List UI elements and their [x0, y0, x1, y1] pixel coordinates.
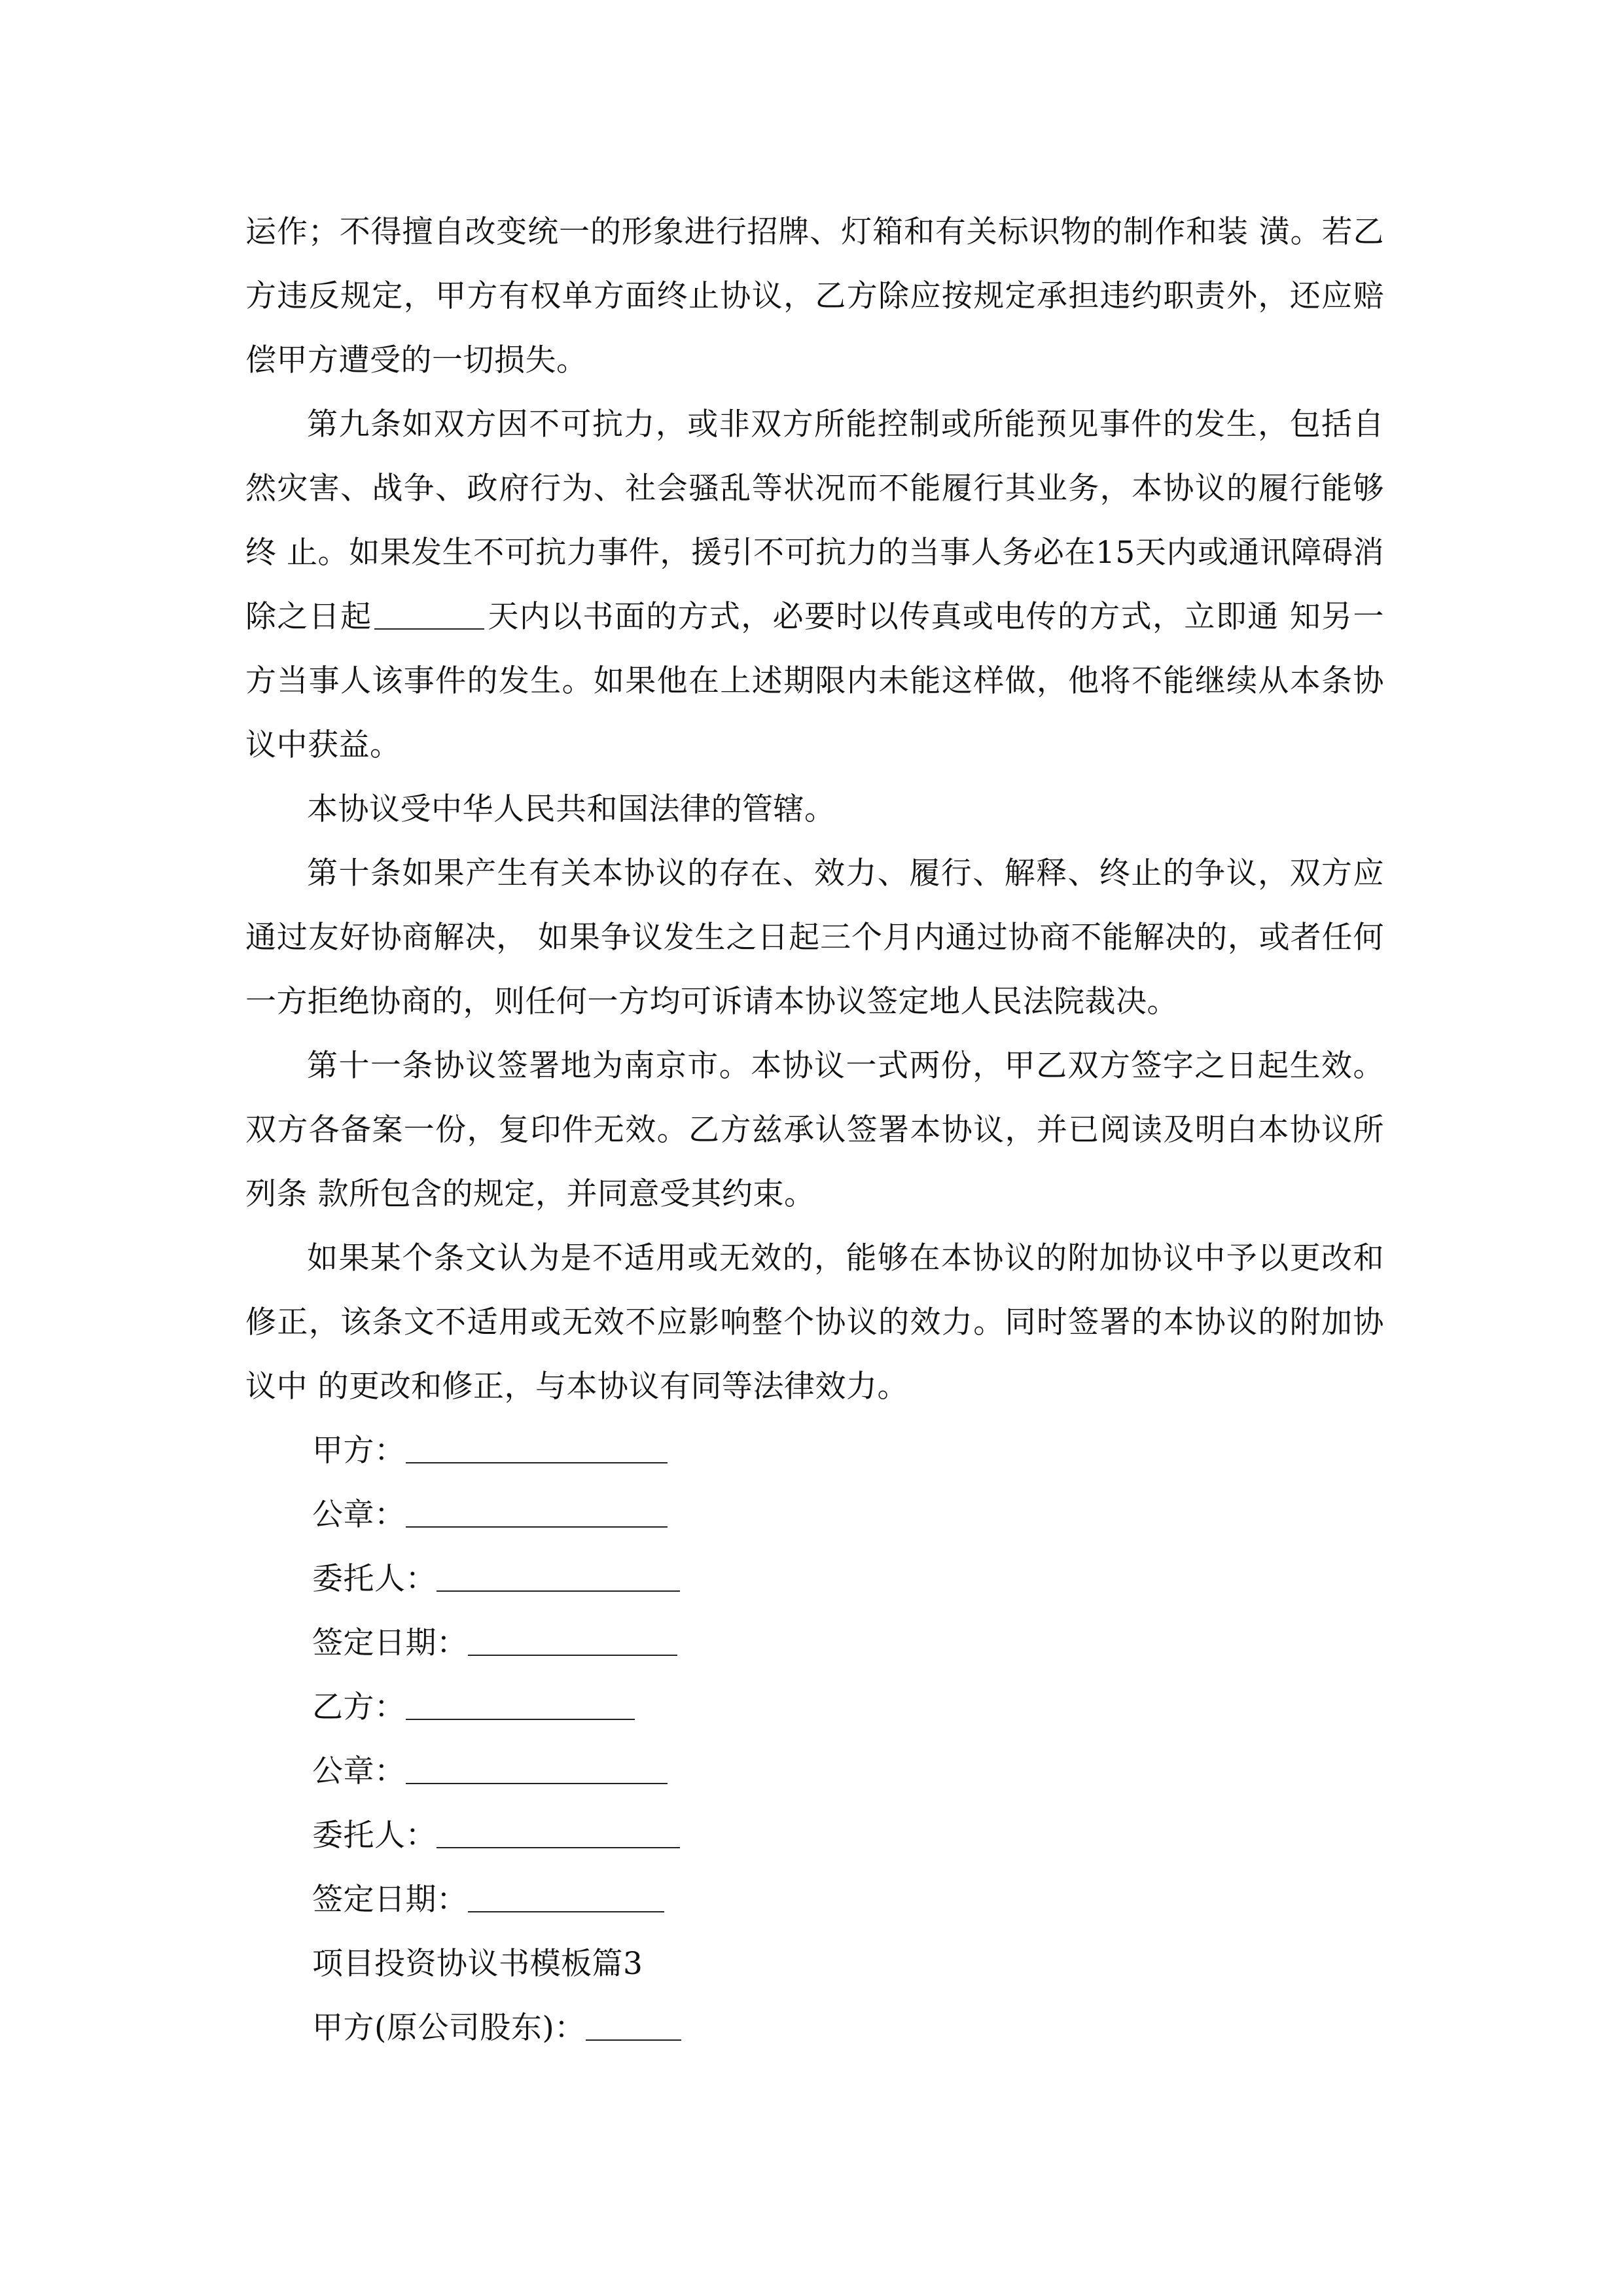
article-9-text-before: 第九条如双方因不可抗力，或非双方所能控制或所能预见事件的发生，包括自然灾害、战争、政府行为、社会骚乱等状况而不能履行其业务，本协议的履行能够终 止。如果发生不可抗力事件，援引不可抗力的当事人务必在15天内或通讯障碍消除之日起 [245, 406, 1384, 635]
seal-a-label: 公章： [312, 1497, 406, 1533]
signature-agent-b [245, 1804, 1384, 1868]
seal-b-blank-line [406, 1754, 668, 1784]
agent-b-blank-line [437, 1818, 680, 1848]
paragraph-violation-clause: 运作；不得擅自改变统一的形象进行招牌、灯箱和有关标识物的制作和装 潢。若乙方违反规定，甲方有权单方面终止协议，乙方除应按规定承担违约职责外，还应赔偿甲方遭受的一切损失。 [245, 214, 1384, 378]
date-a-label: 签定日期： [312, 1625, 468, 1661]
days-blank-line [374, 600, 484, 630]
agent-a-blank-line [437, 1562, 680, 1592]
signature-seal-b [245, 1740, 1384, 1804]
paragraph-article-11: 第十一条协议签署地为南京市。本协议一式两份，甲乙双方签字之日起生效。双方各备案一份，复印件无效。乙方兹承认签署本协议，并已阅读及明白本协议所列条 款所包含的规定，并同意受其约束。 [245, 1048, 1384, 1212]
party-a-label: 甲方： [312, 1433, 406, 1469]
party-b-blank-line [406, 1690, 635, 1720]
signature-party-a [245, 1419, 1384, 1483]
party-a-blank-line [406, 1433, 668, 1463]
document-body [245, 200, 1384, 2060]
signature-seal-a [245, 1483, 1384, 1547]
seal-b-label: 公章： [312, 1753, 406, 1789]
signature-date-a [245, 1611, 1384, 1676]
next-party-label: 甲方(原公司股东)： [312, 2010, 586, 2046]
article-9-text-after: 天内以书面的方式，必要时以传真或电传的方式，立即通 知另一方当事人该事件的发生。如果他在上述期限内未能这样做，他将不能继续从本条协议中获益。 [245, 599, 1384, 763]
signature-party-b [245, 1676, 1384, 1740]
section-title: 项目投资协议书模板篇3 [312, 1946, 643, 1982]
date-b-blank-line [468, 1882, 664, 1912]
agent-b-label: 委托人： [312, 1818, 437, 1854]
party-b-label: 乙方： [312, 1689, 406, 1725]
signature-agent-a [245, 1547, 1384, 1611]
paragraph-governing-law: 本协议受中华人民共和国法律的管辖。 [307, 791, 836, 827]
next-party-field [245, 1996, 1384, 2060]
paragraph-article-10: 第十条如果产生有关本协议的存在、效力、履行、解释、终止的争议，双方应通过友好协商解决， 如果争议发生之日起三个月内通过协商不能解决的，或者任何一方拒绝协商的，则任何一方均可诉请本协议签定地人民法院裁决。 [245, 855, 1384, 1020]
next-party-blank-line [586, 2011, 681, 2041]
seal-a-blank-line [406, 1498, 668, 1528]
signature-date-b [245, 1868, 1384, 1932]
agent-a-label: 委托人： [312, 1561, 437, 1597]
date-a-blank-line [468, 1626, 677, 1656]
date-b-label: 签定日期： [312, 1882, 468, 1918]
paragraph-article-9 [245, 393, 1384, 778]
paragraph-severability: 如果某个条文认为是不适用或无效的，能够在本协议的附加协议中予以更改和修正，该条文不适用或无效不应影响整个协议的效力。同时签署的本协议的附加协议中 的更改和修正，与本协议有同等法律效力。 [245, 1240, 1384, 1405]
